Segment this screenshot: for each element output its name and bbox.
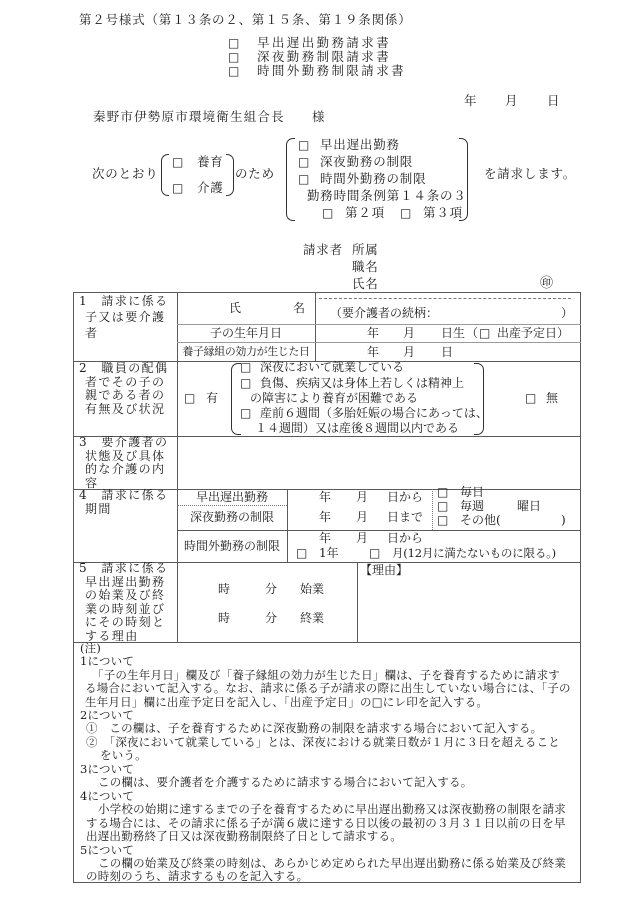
for-label: のため: [235, 166, 275, 181]
heading-line: 早出遅出勤務: [85, 574, 166, 589]
heading-line: 期間: [85, 501, 112, 516]
end-hour-label: 時: [218, 611, 231, 625]
spouse-yes-checkbox[interactable]: □: [184, 391, 196, 405]
heading-line: にその時刻と: [85, 615, 166, 629]
heading-line: 4 請求に係る: [79, 488, 169, 502]
start-time-label: 始業: [300, 582, 325, 596]
note-line: 生年月日」欄に出産予定日を記入し、「出産予定日」の□にレ印を記入する。: [85, 695, 489, 709]
condition-continuation: １４週間）又は産後８週間以内である: [255, 421, 460, 435]
heading-line: 状態及び具体: [85, 448, 166, 463]
note-line: の時刻のうち、請求するものを記入する。: [86, 869, 309, 883]
form-type-checkbox-night[interactable]: □: [228, 50, 240, 64]
section-5-heading: [79, 562, 175, 643]
type-label-night: 深夜勤務の制限: [320, 154, 414, 169]
condition-label: 深夜において就業している: [260, 360, 405, 374]
left-paren: [161, 154, 169, 196]
note-subheading: 2について: [80, 708, 135, 722]
night-limit-label: 深夜勤務の制限: [189, 510, 274, 524]
note-line: 「子の生年月日」欄及び「養子縁組の効力が生じた日」欄は、子を養育するために請求す: [92, 668, 560, 682]
birth-date-label: 子の生年月日: [209, 326, 282, 340]
overtime-from-day-label: 日から: [387, 531, 424, 545]
right-paren: [226, 154, 234, 196]
seal-icon: ㊞: [540, 276, 554, 291]
paragraph-checkbox-3[interactable]: □: [400, 206, 412, 220]
overtime-limit-label: 時間外勤務の制限: [183, 539, 280, 553]
heading-line: 2 職員の配偶: [79, 361, 169, 375]
section-1-heading: [79, 293, 175, 341]
heading-line: 業の時刻並び: [85, 601, 166, 616]
to-day-label: 日まで: [387, 510, 424, 524]
heading-line: 的な介護の内: [85, 462, 166, 476]
job-title-label: 職名: [352, 259, 379, 274]
date-day-label: 日: [547, 93, 561, 108]
form-type-label: 時間外勤務制限請求書: [257, 63, 407, 78]
type-label-overtime: 時間外勤務の制限: [320, 171, 427, 186]
from-month-label: 月: [356, 490, 369, 504]
date-month-label: 月: [505, 93, 519, 108]
purpose-label-nursing: 介護: [197, 180, 224, 195]
start-minute-label: 分: [265, 582, 278, 596]
note-subheading: 1について: [80, 654, 135, 668]
expected-date-checkbox[interactable]: □: [479, 326, 491, 340]
note-line: ① この欄は、子を養育するために深夜勤務の制限を請求する場合において記入する。: [86, 721, 543, 735]
ordinance-reference: 勤務時間条例第１４条の３: [307, 188, 467, 203]
heading-line: 3 要介護者の: [79, 435, 169, 449]
section-3-heading: [79, 436, 175, 490]
note-line: する場合には、その請求に係る子が満６歳に達する日以後の最初の３月３１日以前の日を早: [86, 816, 566, 830]
form-number: 第２号様式（第１３条の２、第１５条、第１９条関係）: [79, 12, 412, 27]
name-label: 氏名: [352, 276, 379, 291]
birth-day-label: 日生: [441, 326, 466, 340]
requester-label: 請求者: [303, 242, 343, 257]
section-4-heading: [79, 489, 175, 516]
note-line: 小学校の始期に達するまでの子を養育するために早出遅出勤務又は深夜勤務の制限を請求: [98, 802, 566, 816]
left-bracket: [286, 138, 295, 221]
other-close-paren: ): [561, 513, 566, 527]
name-underline: [319, 298, 571, 299]
conditions-right-bracket: [474, 363, 484, 435]
note-subheading: 4について: [80, 789, 135, 803]
adoption-month-label: 月: [403, 345, 416, 359]
frequency-label-other: その他(: [460, 513, 501, 527]
from-day-label: 日から: [387, 490, 424, 504]
subrow-divider: [177, 530, 581, 531]
end-time-label: 終業: [300, 611, 325, 625]
reason-label: 【理由】: [360, 563, 409, 577]
duration-checkbox-1-year[interactable]: □: [296, 546, 308, 560]
to-month-label: 月: [356, 510, 369, 524]
heading-line: 者でその子の: [85, 374, 166, 389]
relation-close: ）: [561, 306, 574, 320]
condition-checkbox-night-work[interactable]: □: [240, 360, 252, 374]
affiliation-label: 所属: [352, 242, 379, 257]
note-line: 出遅出勤務終了日又は深夜勤務制限終了日として請求する。: [86, 829, 402, 843]
condition-checkbox-disability[interactable]: □: [240, 376, 252, 390]
duration-label-1-year: 1年: [319, 546, 339, 560]
condition-continuation: の障害により養育が困難である: [250, 391, 419, 405]
from-year-label: 年: [319, 490, 332, 504]
note-line: この欄は、要介護者を介護するために請求する場合において記入する。: [98, 775, 473, 789]
duration-label-months: 月(12月に満たないものに限る。): [392, 546, 556, 560]
purpose-label-childcare: 養育: [197, 154, 224, 169]
frequency-checkbox-weekly[interactable]: □: [437, 499, 449, 513]
early-late-label: 早出遅出勤務: [195, 490, 268, 504]
to-year-label: 年: [319, 510, 332, 524]
name-field-label: 氏名: [229, 301, 358, 315]
heading-line: 有無及び状況: [85, 401, 166, 416]
dotted-divider: [177, 505, 287, 506]
right-bracket: [459, 138, 468, 221]
form-type-label: 深夜勤務制限請求書: [257, 49, 392, 64]
heading-line: 容: [85, 475, 99, 490]
birth-year-label: 年: [367, 326, 380, 340]
request-suffix: を請求します。: [484, 166, 577, 181]
note-subheading: 5について: [80, 843, 135, 857]
purpose-checkbox-nursing[interactable]: □: [172, 181, 184, 195]
spouse-yes-label: 有: [206, 391, 219, 405]
heading-line: 親である者の: [85, 388, 166, 402]
form-type-checkbox-early-late[interactable]: □: [228, 36, 240, 50]
heading-line: する理由: [85, 628, 139, 643]
frequency-checkbox-other[interactable]: □: [437, 513, 449, 527]
heading-line: 5 請求に係る: [79, 561, 169, 575]
frequency-label-weekly: 毎週: [460, 499, 485, 513]
overtime-from-month-label: 月: [356, 531, 369, 545]
expected-date-label: 出産予定日）: [497, 326, 570, 340]
type-checkbox-night[interactable]: □: [298, 155, 310, 169]
purpose-checkbox-childcare[interactable]: □: [172, 155, 184, 169]
paragraph-label-2: 第２項: [345, 205, 385, 220]
heading-line: 子又は要介護: [85, 310, 166, 324]
duration-checkbox-months[interactable]: □: [369, 546, 381, 560]
expected-open-paren: （: [466, 326, 479, 340]
subrow-divider: [177, 342, 581, 343]
subrow-divider: [177, 324, 581, 325]
birth-month-label: 月: [403, 326, 416, 340]
type-checkbox-early-late[interactable]: □: [298, 138, 310, 152]
column-divider: [287, 489, 288, 562]
condition-label: 産前６週間（多胎妊娠の場合にあっては、: [260, 406, 488, 420]
section-2-heading: [79, 362, 175, 416]
form-type-label: 早出遅出勤務請求書: [257, 35, 392, 50]
note-subheading: 3について: [80, 762, 135, 776]
addressee-honorific: 様: [312, 109, 326, 124]
form-type-checkbox-overtime[interactable]: □: [228, 64, 240, 78]
adoption-date-label: 養子縁組の効力が生じた日: [182, 345, 310, 358]
condition-label: 負傷、疾病又は身体上若しくは精神上: [260, 376, 465, 390]
paragraph-checkbox-2[interactable]: □: [322, 206, 334, 220]
note-line: をいう。: [100, 748, 147, 762]
overtime-from-year-label: 年: [319, 531, 332, 545]
frequency-label-daily: 毎日: [460, 485, 485, 499]
frequency-checkbox-daily[interactable]: □: [437, 485, 449, 499]
paragraph-label-3: 第３項: [423, 205, 463, 220]
note-line: この欄の始業及び終業の時刻は、あらかじめ定められた早出遅出勤務に係る始業及び終業: [98, 856, 566, 870]
heading-line: 者: [85, 326, 99, 340]
note-line: る場合において記入する。なお、請求に係る子が請求の際に出生していない場合には、「子の: [85, 681, 571, 695]
addressee-name: 秦野市伊勢原市環境衛生組合長: [93, 109, 285, 124]
adoption-year-label: 年: [367, 345, 380, 359]
start-hour-label: 時: [218, 582, 231, 596]
weekday-suffix: 曜日: [517, 499, 542, 513]
dotted-divider: [432, 489, 433, 530]
adoption-day-label: 日: [441, 345, 454, 359]
spouse-no-checkbox[interactable]: □: [525, 391, 537, 405]
nursing-details-field: [178, 437, 581, 489]
column-divider: [357, 562, 358, 642]
relation-label: （要介護者の続柄：: [330, 306, 439, 320]
spouse-no-label: 無: [546, 391, 559, 405]
condition-checkbox-pregnancy[interactable]: □: [240, 406, 252, 420]
heading-line: 1 請求に係る: [79, 294, 169, 308]
request-prefix: 次のとおり: [92, 166, 159, 181]
date-year-label: 年: [464, 93, 478, 108]
notes-heading: (注): [80, 641, 102, 655]
note-line: ② 「深夜において就業している」とは、深夜における就業日数が１月に３日を超えること: [86, 735, 560, 749]
type-label-early-late: 早出遅出勤務: [320, 137, 400, 152]
end-minute-label: 分: [265, 611, 278, 625]
type-checkbox-overtime[interactable]: □: [298, 172, 310, 186]
heading-line: の始業及び終: [85, 588, 166, 602]
